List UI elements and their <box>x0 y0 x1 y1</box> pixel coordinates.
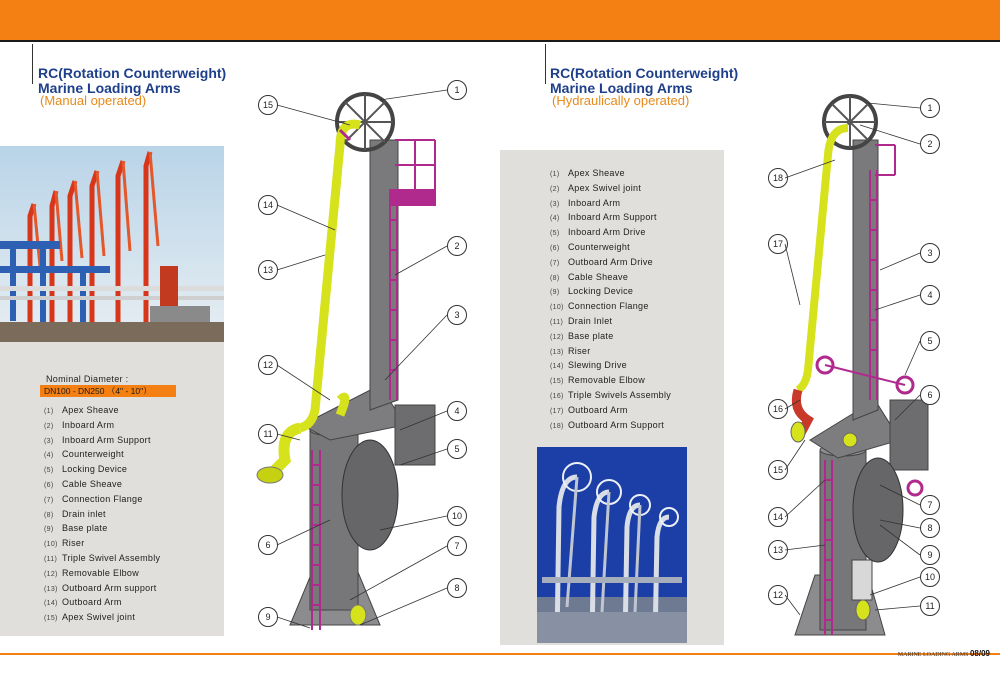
part-number: (8) <box>44 511 54 519</box>
part-number: (14) <box>550 363 564 371</box>
part-label: Inboard Arm <box>62 419 115 430</box>
part-label: Counterweight <box>568 241 630 252</box>
part-label: Outboard Arm <box>62 597 122 608</box>
callout-number: 15 <box>768 460 788 480</box>
part-label: Inboard Arm Support <box>62 434 151 445</box>
part-number: (1) <box>44 408 54 415</box>
callout-number: 9 <box>920 545 940 565</box>
part-label: Inboard Arm <box>568 197 621 208</box>
parts-list-item <box>550 388 671 403</box>
parts-list-item <box>44 521 160 536</box>
callout-number: 5 <box>447 439 467 459</box>
callout-number: 7 <box>447 536 467 556</box>
part-number: (13) <box>44 585 58 593</box>
parts-list-item <box>550 299 671 314</box>
part-label: Apex Swivel joint <box>62 612 136 623</box>
terminal-photo-right <box>537 447 687 643</box>
part-label: Triple Swivels Assembly <box>568 389 672 400</box>
parts-list-item <box>44 477 160 492</box>
parts-list-item <box>44 433 160 448</box>
callout-number: 5 <box>920 331 940 351</box>
parts-list-item <box>44 418 160 433</box>
callout-number: 10 <box>447 506 467 526</box>
parts-list-item <box>44 581 160 596</box>
parts-list-item <box>550 284 671 299</box>
part-number: (18) <box>550 422 564 430</box>
part-label: Apex Sheave <box>568 168 625 178</box>
callout-number: 13 <box>258 260 278 280</box>
callout-number: 2 <box>447 236 467 256</box>
callout-number: 6 <box>258 535 278 555</box>
footer-section: MARINE LOADING ARMS <box>897 652 969 658</box>
part-label: Triple Swivel Assembly <box>62 552 161 563</box>
part-label: Outboard Arm Drive <box>568 256 653 267</box>
callout-number: 6 <box>920 385 940 405</box>
part-label: Outboard Arm support <box>62 582 157 593</box>
part-number: (13) <box>550 348 564 356</box>
part-label: Riser <box>62 538 85 549</box>
part-label: Locking Device <box>62 464 128 475</box>
part-label: Drain inlet <box>62 508 106 519</box>
header-bar <box>0 0 1000 42</box>
parts-list-item <box>550 344 671 359</box>
parts-list-item <box>550 418 671 433</box>
part-number: (16) <box>550 392 564 400</box>
parts-list-item <box>44 610 160 625</box>
parts-list-item <box>550 358 671 373</box>
callout-number: 11 <box>920 596 940 616</box>
left-title-line2: Marine Loading Arms <box>38 80 181 96</box>
part-number: (9) <box>44 526 54 534</box>
part-label: Cable Sheave <box>568 271 629 282</box>
part-number: (7) <box>550 259 560 267</box>
parts-list-item <box>44 595 160 610</box>
parts-list-item <box>44 462 160 477</box>
parts-list-item <box>44 492 160 507</box>
callout-number: 12 <box>768 585 788 605</box>
right-subtitle: (Hydraulically operated) <box>552 93 690 108</box>
parts-list-item <box>550 255 671 270</box>
loading-arms-blue-photo <box>537 447 687 643</box>
part-label: Inboard Arm Support <box>568 212 657 223</box>
part-label: Base plate <box>568 330 614 341</box>
part-number: (10) <box>44 541 58 549</box>
callout-number: 8 <box>920 518 940 538</box>
part-label: Drain Inlet <box>568 315 613 326</box>
loading-arms-photo <box>0 146 224 342</box>
part-number: (11) <box>550 318 564 326</box>
right-parts-list <box>550 166 671 432</box>
parts-list-item <box>550 166 671 181</box>
part-number: (6) <box>44 481 54 489</box>
left-parts-list <box>44 403 160 625</box>
part-label: Connection Flange <box>568 301 649 312</box>
part-label: Apex Sheave <box>62 405 119 415</box>
part-number: (15) <box>44 615 58 623</box>
parts-list-item <box>550 270 671 285</box>
callout-number: 13 <box>768 540 788 560</box>
callout-number: 12 <box>258 355 278 375</box>
part-number: (2) <box>44 422 54 430</box>
callout-number: 1 <box>447 80 467 100</box>
left-subtitle: (Manual operated) <box>40 93 147 108</box>
manual-loading-arm-drawing <box>240 80 500 640</box>
part-number: (7) <box>44 496 54 504</box>
callout-number: 9 <box>258 607 278 627</box>
right-title-line2: Marine Loading Arms <box>550 80 693 96</box>
callout-number: 18 <box>768 168 788 188</box>
part-number: (11) <box>44 555 58 563</box>
callout-number: 3 <box>447 305 467 325</box>
parts-list-item <box>44 403 160 418</box>
title-rule <box>32 44 33 84</box>
footer-rule <box>0 653 1000 655</box>
parts-list-item <box>44 536 160 551</box>
parts-list-item <box>550 181 671 196</box>
callout-number: 2 <box>920 134 940 154</box>
part-number: (3) <box>550 200 560 208</box>
callout-number: 14 <box>258 195 278 215</box>
footer-caption <box>898 649 990 658</box>
part-number: (14) <box>44 600 58 608</box>
callout-number: 7 <box>920 495 940 515</box>
part-label: Base plate <box>62 523 108 534</box>
part-number: (1) <box>550 171 560 178</box>
part-number: (9) <box>550 289 560 297</box>
part-label: Cable Sheave <box>62 478 123 489</box>
parts-list-item <box>44 447 160 462</box>
parts-list-item <box>550 373 671 388</box>
part-number: (3) <box>44 437 54 445</box>
part-label: Connection Flange <box>62 493 143 504</box>
part-label: Removable Elbow <box>568 375 646 386</box>
part-number: (8) <box>550 274 560 282</box>
callout-number: 11 <box>258 424 278 444</box>
callout-number: 10 <box>920 567 940 587</box>
parts-list-item <box>550 225 671 240</box>
parts-list-item <box>550 240 671 255</box>
right-title-line1: RC(Rotation Counterweight) <box>550 65 739 81</box>
left-title-line1: RC(Rotation Counterweight) <box>38 65 227 81</box>
parts-list-item <box>550 314 671 329</box>
callout-number: 17 <box>768 234 788 254</box>
part-number: (12) <box>550 333 564 341</box>
part-number: (12) <box>44 570 58 578</box>
part-label: Slewing Drive <box>568 360 627 371</box>
part-label: Outboard Arm Support <box>568 419 665 430</box>
parts-list-item <box>44 507 160 522</box>
part-number: (15) <box>550 378 564 386</box>
parts-list-item <box>550 403 671 418</box>
parts-list-item <box>550 210 671 225</box>
part-label: Riser <box>568 345 591 356</box>
nominal-diameter-value: DN100 - DN250 （4" - 10"） <box>40 385 176 397</box>
nominal-diameter-label: Nominal Diameter : <box>46 374 129 384</box>
part-number: (4) <box>44 452 54 460</box>
terminal-photo-left <box>0 146 224 342</box>
callout-number: 16 <box>768 399 788 419</box>
parts-list-item <box>550 329 671 344</box>
part-label: Locking Device <box>568 286 634 297</box>
part-label: Apex Swivel joint <box>568 182 642 193</box>
callout-number: 15 <box>258 95 278 115</box>
part-number: (4) <box>550 215 560 223</box>
callout-number: 4 <box>447 401 467 421</box>
part-label: Inboard Arm Drive <box>568 227 646 238</box>
title-rule-right <box>545 44 546 84</box>
page-numbers: 08/09 <box>969 649 990 658</box>
part-label: Outboard Arm <box>568 404 628 415</box>
callout-number: 3 <box>920 243 940 263</box>
callout-number: 1 <box>920 98 940 118</box>
part-number: (10) <box>550 304 564 312</box>
part-label: Removable Elbow <box>62 567 140 578</box>
callout-number: 4 <box>920 285 940 305</box>
callout-number: 8 <box>447 578 467 598</box>
part-label: Counterweight <box>62 449 124 460</box>
part-number: (2) <box>550 185 560 193</box>
part-number: (5) <box>550 230 560 238</box>
callout-number: 14 <box>768 507 788 527</box>
parts-list-item <box>550 196 671 211</box>
part-number: (17) <box>550 407 564 415</box>
parts-list-item <box>44 566 160 581</box>
parts-list-item <box>44 551 160 566</box>
part-number: (6) <box>550 244 560 252</box>
part-number: (5) <box>44 467 54 475</box>
